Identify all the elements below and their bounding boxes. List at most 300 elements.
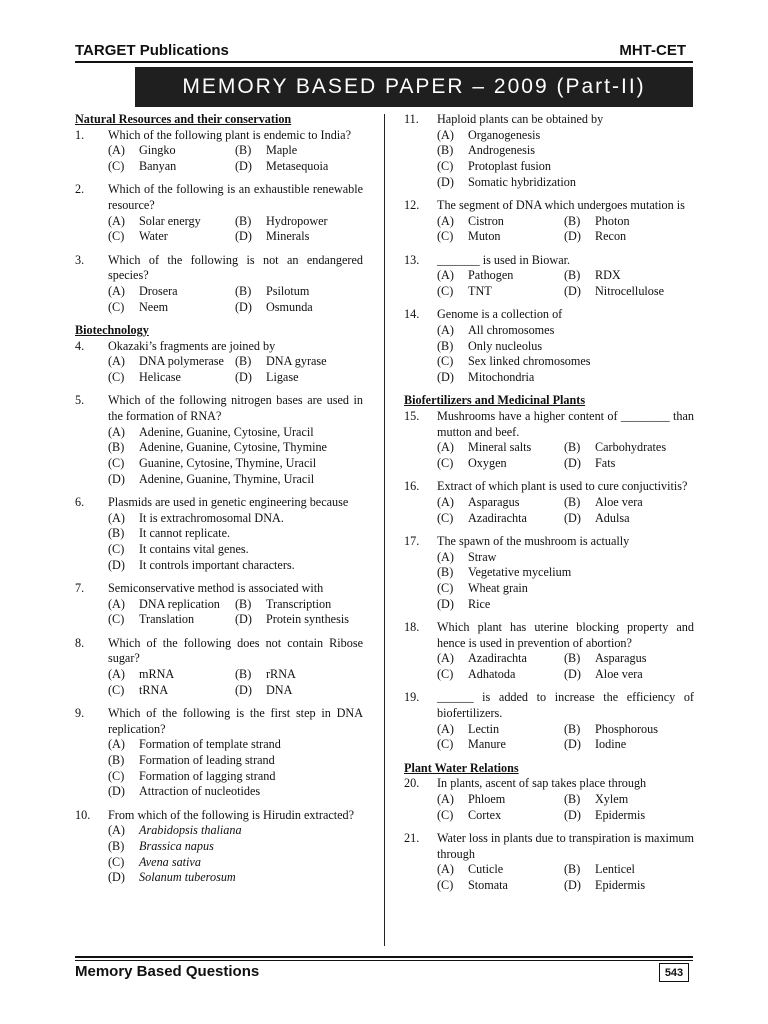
option-text: Formation of template strand: [139, 737, 281, 752]
option-text: rRNA: [266, 667, 296, 681]
question-item: [404, 112, 694, 191]
option-text: Epidermis: [595, 877, 646, 892]
option-letter: (D): [235, 370, 252, 385]
option: [564, 214, 694, 230]
question-item: [75, 393, 363, 487]
question-number: 15.: [404, 408, 420, 423]
option-text: Photon: [595, 213, 630, 228]
page-number: [659, 963, 689, 982]
option: [108, 542, 363, 558]
option: [437, 214, 564, 230]
option: [437, 159, 694, 175]
question-text: Extract of which plant is used to cure conjuctivitis?: [437, 479, 688, 494]
option: [437, 667, 564, 683]
question-text: Which of the following nitrogen bases are used in the formation of RNA?: [108, 393, 363, 423]
question-head: [404, 831, 694, 862]
option-text: Oxygen: [468, 456, 507, 471]
option: [108, 855, 363, 871]
option-letter: (B): [235, 213, 252, 228]
option-letter: (B): [108, 753, 125, 768]
option: [108, 737, 363, 753]
option-text: Wheat grain: [468, 580, 528, 595]
option-text: Iodine: [595, 737, 627, 752]
option-text: DNA polymerase: [139, 354, 224, 369]
option-letter: (B): [564, 213, 581, 228]
options-row: [437, 878, 694, 894]
option-text: Carbohydrates: [595, 440, 667, 455]
option-letter: (D): [235, 612, 252, 627]
option-letter: (A): [108, 213, 125, 228]
option-text: Vegetative mycelium: [468, 565, 572, 580]
option-text: Brassica napus: [139, 839, 214, 854]
options-row: [108, 370, 363, 386]
options-list: [75, 425, 363, 488]
option-text: Guanine, Cytosine, Thymine, Uracil: [139, 456, 317, 471]
option-text: RDX: [595, 268, 621, 283]
option-letter: (C): [437, 284, 454, 299]
option-letter: (B): [564, 791, 581, 806]
option-text: Neem: [139, 299, 169, 314]
option-text: Organogenesis: [468, 127, 541, 142]
option-text: mRNA: [139, 667, 175, 681]
option-letter: (A): [437, 791, 454, 806]
options-list: [404, 323, 694, 386]
option-letter: (D): [108, 557, 125, 572]
option-letter: (A): [108, 143, 125, 158]
options-row: [437, 495, 694, 511]
options-row: [437, 284, 694, 300]
question-number: 12.: [404, 198, 420, 213]
option: [437, 495, 564, 511]
footer-label: Memory Based Questions: [75, 963, 260, 980]
paper-title: MEMORY BASED PAPER – 2009 (Part-II): [182, 75, 646, 98]
question-item: [75, 808, 363, 887]
option: [235, 597, 363, 613]
question-head: [75, 393, 363, 424]
option-text: Metasequoia: [266, 159, 329, 174]
option-text: It is extrachromosomal DNA.: [139, 510, 284, 525]
option-letter: (C): [108, 370, 125, 385]
option-letter: (A): [108, 424, 125, 439]
option-letter: (C): [108, 456, 125, 471]
question-head: [404, 534, 694, 550]
option-text: Phloem: [468, 791, 506, 806]
options-list: [75, 214, 363, 245]
option-text: Helicase: [139, 370, 181, 385]
option-letter: (B): [437, 565, 454, 580]
question-text: Plasmids are used in genetic engineering because: [108, 494, 349, 509]
option-letter: (A): [437, 268, 454, 283]
question-item: [404, 198, 694, 245]
option: [108, 558, 363, 574]
option: [108, 511, 363, 527]
question-item: [75, 339, 363, 386]
option: [564, 268, 694, 284]
options-list: [404, 651, 694, 682]
question-text: Genome is a collection of: [437, 307, 563, 322]
option-letter: (B): [437, 338, 454, 353]
option-letter: (B): [564, 862, 581, 877]
question-number: 2.: [75, 182, 85, 197]
question-number: 11.: [404, 112, 419, 126]
option: [108, 784, 363, 800]
option: [437, 862, 564, 878]
option-letter: (D): [235, 682, 252, 697]
option-text: Aloe vera: [595, 494, 643, 509]
option: [108, 526, 363, 542]
option: [437, 143, 694, 159]
question-number: 20.: [404, 776, 420, 791]
option: [564, 456, 694, 472]
option-letter: (D): [108, 784, 125, 799]
option: [108, 839, 363, 855]
option: [437, 597, 694, 613]
option-text: Xylem: [595, 791, 629, 806]
option: [108, 597, 235, 613]
option: [437, 737, 564, 753]
page-number-text: 543: [664, 966, 684, 979]
question-text: The spawn of the mushroom is actually: [437, 533, 630, 548]
option: [437, 722, 564, 738]
question-text: Which plant has uterine blocking property and hence is used in prevention of abortion?: [437, 619, 694, 650]
option-letter: (C): [437, 667, 454, 681]
option: [437, 792, 564, 808]
option-text: Adenine, Guanine, Thymine, Uracil: [139, 471, 315, 486]
option-letter: (C): [108, 854, 125, 869]
option-text: Manure: [468, 737, 506, 752]
option-letter: (D): [437, 596, 454, 611]
question-number: 3.: [75, 252, 85, 267]
option: [235, 229, 363, 245]
question-head: [75, 339, 363, 355]
option-letter: (A): [108, 667, 125, 681]
option-letter: (A): [437, 862, 454, 877]
option-text: It contains vital genes.: [139, 542, 249, 557]
option-text: Attraction of nucleotides: [139, 784, 261, 799]
option-letter: (B): [564, 268, 581, 283]
option: [108, 354, 235, 370]
options-list: [404, 792, 694, 823]
options-list: [404, 495, 694, 526]
option-text: Cortex: [468, 807, 502, 822]
question-text: Okazaki’s fragments are joined by: [108, 338, 276, 353]
option-text: Formation of leading strand: [139, 753, 275, 768]
option-letter: (C): [108, 542, 125, 557]
option: [108, 612, 235, 628]
question-item: [404, 307, 694, 386]
question-number: 7.: [75, 580, 85, 595]
option-text: Lenticel: [595, 862, 635, 877]
option-letter: (A): [437, 549, 454, 564]
question-number: 10.: [75, 807, 91, 822]
options-row: [437, 722, 694, 738]
option: [437, 511, 564, 527]
option-letter: (C): [108, 612, 125, 627]
option-text: Adulsa: [595, 510, 630, 525]
section-heading: Biofertilizers and Medicinal Plants: [404, 393, 586, 408]
option-letter: (B): [564, 721, 581, 736]
option-text: Aloe vera: [595, 667, 643, 681]
option: [564, 862, 694, 878]
question-head: [75, 581, 363, 597]
option: [564, 792, 694, 808]
option-letter: (C): [437, 580, 454, 595]
option: [564, 878, 694, 894]
option-letter: (D): [437, 174, 454, 189]
option: [108, 229, 235, 245]
option-text: Rice: [468, 596, 491, 611]
question-item: [75, 128, 363, 175]
options-list: [404, 440, 694, 471]
question-number: 13.: [404, 252, 420, 267]
option: [437, 550, 694, 566]
options-row: [437, 214, 694, 230]
option-letter: (C): [108, 768, 125, 783]
option: [235, 683, 363, 699]
option-letter: (B): [235, 667, 252, 681]
question-item: [75, 253, 363, 316]
question-item: [404, 831, 694, 894]
question-item: [404, 620, 694, 683]
question-item: [75, 636, 363, 699]
question-head: [404, 776, 694, 792]
option-letter: (A): [108, 737, 125, 752]
options-list: [404, 550, 694, 613]
options-row: [437, 268, 694, 284]
option: [108, 300, 235, 316]
option-letter: (B): [564, 651, 581, 666]
option-letter: (D): [564, 510, 581, 525]
options-row: [437, 511, 694, 527]
option-letter: (A): [437, 440, 454, 455]
options-row: [108, 667, 363, 683]
options-row: [108, 597, 363, 613]
question-number: 5.: [75, 393, 85, 408]
option-letter: (A): [437, 127, 454, 142]
option-letter: (D): [235, 229, 252, 244]
option: [437, 565, 694, 581]
options-list: [75, 597, 363, 628]
option: [564, 737, 694, 753]
option-text: Fats: [595, 456, 616, 471]
question-number: 19.: [404, 690, 420, 705]
option-letter: (D): [564, 737, 581, 752]
option-text: Sex linked chromosomes: [468, 354, 591, 369]
option-letter: (C): [437, 737, 454, 752]
question-text: From which of the following is Hirudin extracted?: [108, 807, 355, 822]
question-head: [75, 706, 363, 737]
option-letter: (C): [437, 456, 454, 471]
option-letter: (C): [437, 877, 454, 892]
option: [108, 870, 363, 886]
question-text: Which of the following plant is endemic to India?: [108, 127, 352, 142]
option-text: TNT: [468, 284, 492, 299]
question-number: 9.: [75, 705, 85, 720]
option-letter: (B): [564, 440, 581, 455]
question-item: [75, 495, 363, 574]
option-letter: (A): [437, 721, 454, 736]
option-text: Solanum tuberosum: [139, 870, 236, 885]
option: [564, 229, 694, 245]
question-text: Which of the following does not contain Ribose sugar?: [108, 635, 363, 666]
option-letter: (C): [437, 354, 454, 369]
left-column: [75, 112, 363, 894]
question-head: [75, 253, 363, 284]
options-row: [108, 143, 363, 159]
option: [235, 354, 363, 370]
option: [235, 214, 363, 230]
options-list: [75, 823, 363, 886]
question-number: 8.: [75, 635, 85, 650]
question-text: Which of the following is the first step in DNA replication?: [108, 705, 363, 736]
question-number: 6.: [75, 494, 85, 509]
options-list: [75, 667, 363, 698]
option: [108, 823, 363, 839]
option: [235, 612, 363, 628]
question-head: [75, 636, 363, 667]
question-text: Which of the following is an exhaustible renewable resource?: [108, 182, 363, 213]
question-number: 4.: [75, 338, 85, 353]
options-list: [404, 722, 694, 753]
option-letter: (A): [437, 322, 454, 337]
option-text: Formation of lagging strand: [139, 768, 276, 783]
question-text: In plants, ascent of sap takes place through: [437, 776, 647, 791]
header-rule: [75, 61, 693, 63]
option-letter: (D): [108, 870, 125, 885]
options-list: [404, 862, 694, 893]
question-item: [404, 534, 694, 613]
options-list: [75, 737, 363, 800]
options-row: [108, 300, 363, 316]
option: [437, 268, 564, 284]
option-text: Arabidopsis thaliana: [139, 823, 242, 838]
option: [437, 808, 564, 824]
option-text: Asparagus: [468, 494, 520, 509]
option-text: Water: [139, 229, 168, 244]
question-text: _______ is used in Biowar.: [437, 252, 571, 267]
option-letter: (C): [437, 159, 454, 174]
option-letter: (B): [235, 284, 252, 299]
option-letter: (A): [108, 284, 125, 299]
options-list: [404, 268, 694, 299]
question-item: [404, 690, 694, 753]
options-list: [75, 143, 363, 174]
option-text: Minerals: [266, 229, 310, 244]
option-text: DNA: [266, 682, 293, 697]
option: [108, 284, 235, 300]
option: [437, 651, 564, 667]
question-head: [404, 690, 694, 721]
paper-title-bar: [135, 67, 693, 107]
option-text: Somatic hybridization: [468, 174, 576, 189]
question-head: [404, 307, 694, 323]
question-item: [404, 776, 694, 823]
option-letter: (A): [108, 596, 125, 611]
options-row: [108, 354, 363, 370]
option-letter: (B): [564, 494, 581, 509]
section-heading: Natural Resources and their conservation: [75, 112, 292, 126]
option: [437, 440, 564, 456]
question-number: 17.: [404, 533, 420, 548]
option-text: All chromosomes: [468, 322, 555, 337]
option: [108, 667, 235, 683]
option: [235, 143, 363, 159]
section-heading: Biotechnology: [75, 322, 149, 337]
question-head: [404, 112, 694, 128]
option: [564, 808, 694, 824]
option: [108, 143, 235, 159]
question-text: Semiconservative method is associated with: [108, 580, 324, 595]
option: [108, 370, 235, 386]
option-letter: (C): [437, 807, 454, 822]
option-letter: (C): [108, 682, 125, 697]
option-text: Muton: [468, 229, 501, 244]
option-letter: (A): [108, 510, 125, 525]
option-text: Maple: [266, 143, 298, 158]
option-text: Transcription: [266, 596, 332, 611]
option-letter: (C): [108, 159, 125, 174]
question-head: [404, 620, 694, 651]
question-text: Water loss in plants due to transpiration is maximum through: [437, 830, 694, 861]
option-text: Solar energy: [139, 213, 201, 228]
option: [437, 284, 564, 300]
option-letter: (A): [437, 213, 454, 228]
options-row: [437, 229, 694, 245]
options-list: [75, 284, 363, 315]
question-number: 18.: [404, 619, 420, 634]
option: [564, 495, 694, 511]
option-text: Avena sativa: [139, 854, 201, 869]
option: [235, 159, 363, 175]
question-number: 16.: [404, 479, 420, 494]
option-letter: (C): [108, 299, 125, 314]
options-row: [108, 612, 363, 628]
option-letter: (D): [235, 299, 252, 314]
option: [437, 175, 694, 191]
options-list: [404, 214, 694, 245]
option: [108, 456, 363, 472]
options-row: [108, 159, 363, 175]
option-text: Adhatoda: [468, 667, 516, 681]
option: [437, 370, 694, 386]
option: [108, 159, 235, 175]
option: [564, 667, 694, 683]
option-text: Hydropower: [266, 213, 328, 228]
option: [108, 753, 363, 769]
option: [564, 511, 694, 527]
option-text: It cannot replicate.: [139, 526, 231, 541]
option: [564, 440, 694, 456]
options-row: [108, 229, 363, 245]
option-text: Mineral salts: [468, 440, 532, 455]
options-row: [437, 651, 694, 667]
option: [108, 440, 363, 456]
options-row: [437, 862, 694, 878]
question-head: [404, 409, 694, 440]
option: [235, 370, 363, 386]
option: [437, 878, 564, 894]
option-text: Asparagus: [595, 651, 647, 666]
option-text: Cuticle: [468, 862, 504, 877]
question-head: [404, 253, 694, 269]
publisher-name: TARGET Publications: [75, 42, 229, 59]
option: [235, 284, 363, 300]
option-text: Drosera: [139, 284, 178, 299]
option-text: DNA replication: [139, 596, 220, 611]
option-letter: (C): [437, 510, 454, 525]
question-item: [404, 479, 694, 526]
option-text: Translation: [139, 612, 195, 627]
